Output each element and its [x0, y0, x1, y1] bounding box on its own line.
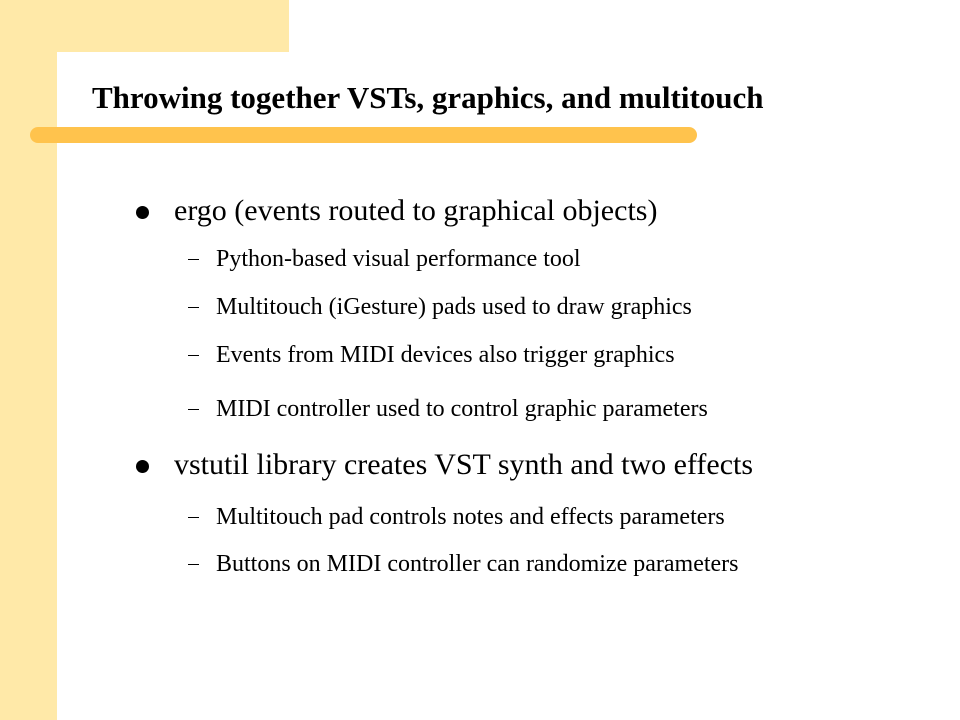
- slide-title: Throwing together VSTs, graphics, and multitouch: [92, 80, 764, 115]
- bullet-text: ergo (events routed to graphical objects): [174, 194, 658, 227]
- sub-bullet-text: Buttons on MIDI controller can randomize parameters: [216, 551, 739, 577]
- title-underline-bar: [30, 127, 697, 143]
- sub-bullet-text: Multitouch pad controls notes and effects parameters: [216, 504, 725, 530]
- bullet-text: vstutil library creates VST synth and two effects: [174, 448, 754, 481]
- dash-icon: [188, 409, 199, 410]
- dash-icon: [188, 517, 199, 518]
- sub-bullet-text: MIDI controller used to control graphic parameters: [216, 396, 708, 422]
- dash-icon: [188, 564, 199, 565]
- dash-icon: [188, 307, 199, 308]
- decorative-top-block: [0, 0, 289, 52]
- bullet-dot-icon: [136, 206, 149, 219]
- sub-bullet-text: Multitouch (iGesture) pads used to draw graphics: [216, 294, 692, 320]
- sub-bullet-text: Events from MIDI devices also trigger graphics: [216, 342, 675, 368]
- sub-bullet-text: Python-based visual performance tool: [216, 246, 581, 272]
- decorative-left-band: [0, 0, 57, 720]
- dash-icon: [188, 355, 199, 356]
- dash-icon: [188, 259, 199, 260]
- bullet-dot-icon: [136, 460, 149, 473]
